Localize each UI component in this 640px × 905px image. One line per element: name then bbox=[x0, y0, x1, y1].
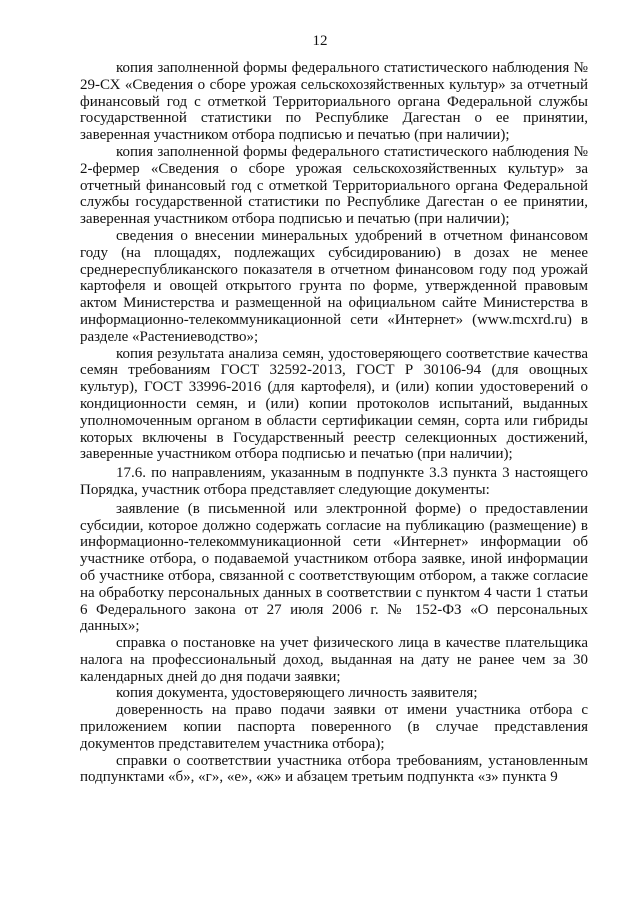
paragraph-application: заявление (в письменной или электронной форме) о предоставлении субсидии, которое должно содержать согласие на публикацию (размещение) в информационно-телекоммуникационной сети «Интернет» информации об участнике отбора, о подаваемой участником отбора заявке, иной информации об участнике отбора, связанной с соответствующим отбором, а также согласие на обработку персональных данных в соответствии с пунктом 4 части 1 статьи 6 Федерального закона от 27 июля 2006 г. № 152-ФЗ «О персональных данных»; bbox=[80, 500, 588, 635]
paragraph-form-2-fermer: копия заполненной формы федерального статистического наблюдения № 2-фермер «Сведения о сборе урожая сельскохозяйственных культур» за отчетный финансовый год с отметкой Территориального органа Федеральной службы государственной статистики по Республике Дагестан о ее принятии, заверенная участником отбора подписью и печатью (при наличии); bbox=[80, 143, 588, 228]
page-number: 12 bbox=[312, 33, 328, 49]
document-body bbox=[80, 60, 588, 786]
paragraph-fertilizer-info: сведения о внесении минеральных удобрений в отчетном финансовом году (на площадях, подлежащих субсидированию) в дозах не менее среднереспубликанского показателя в отчетном финансовом году под урожай картофеля и овощей открытого грунта по форме, утвержденной правовым актом Министерства и размещенной на официальном сайте Министерства в информационно-телекоммуникационной сети «Интернет» (www.mcxrd.ru) в разделе «Растениеводство»; bbox=[80, 227, 588, 345]
paragraph-power-of-attorney: доверенность на право подачи заявки от имени участника отбора с приложением копии паспорта поверенного (в случае представления документов представителем участника отбора); bbox=[80, 702, 588, 752]
paragraph-tax-certificate: справка о постановке на учет физического лица в качестве плательщика налога на профессиональный доход, выданная на дату не ранее чем за 30 календарных дней до дня подачи заявки; bbox=[80, 635, 588, 685]
paragraph-identity-document: копия документа, удостоверяющего личность заявителя; bbox=[116, 685, 478, 702]
paragraph-compliance-certificates: справки о соответствии участника отбора требованиям, установленным подпунктами «б», «г», «е», «ж» и абзацем третьим подпункта «з» пункта 9 bbox=[80, 752, 588, 786]
paragraph-seed-analysis: копия результата анализа семян, удостоверяющего соответствие качества семян требованиям ГОСТ 32592-2013, ГОСТ Р 30106-94 (для овощных культур), ГОСТ 33996-2016 (для картофеля), и (или) копии удостоверений о кондиционности семян, и (или) копии протоколов испытаний, выданных уполномоченным органом в области сертификации семян, сорта или гибриды которых включены в Государственный реестр селекционных достижений, заверенные участником отбора подписью и печатью (при наличии); bbox=[80, 345, 588, 463]
paragraph-form-29-sh: копия заполненной формы федерального статистического наблюдения № 29-СХ «Сведения о сборе урожая сельскохозяйственных культур» за отчетный финансовый год с отметкой Территориального органа Федеральной службы государственной статистики по Республике Дагестан о ее принятии, заверенная участником отбора подписью и печатью (при наличии); bbox=[80, 60, 588, 144]
paragraph-clause-17-6: 17.6. по направлениям, указанным в подпункте 3.3 пункта 3 настоящего Порядка, участник отбора представляет следующие документы: bbox=[80, 465, 588, 498]
